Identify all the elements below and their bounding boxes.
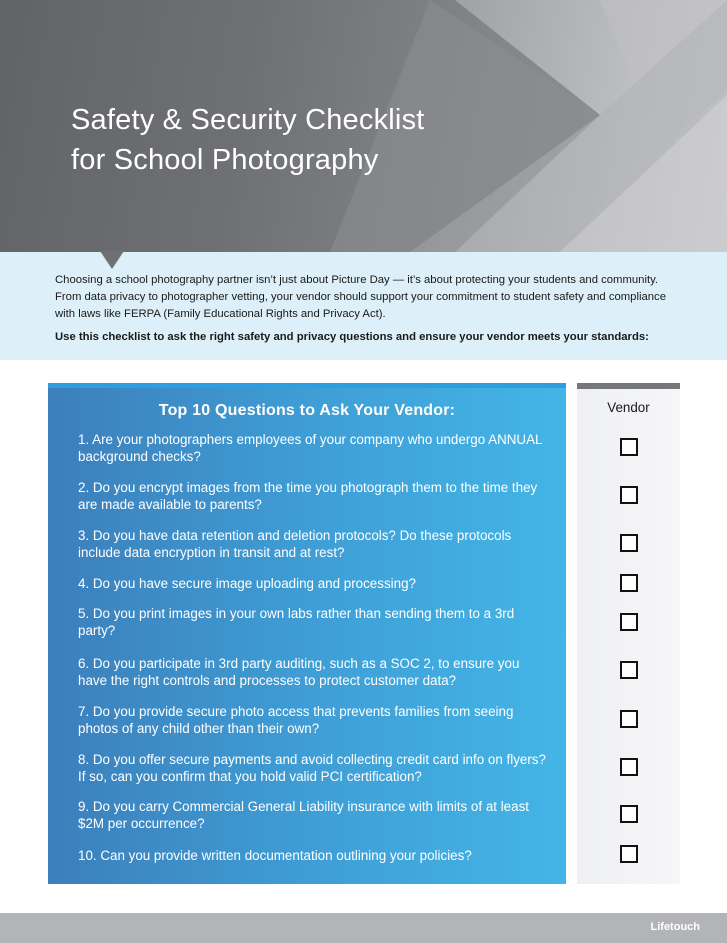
question-9: 9. Do you carry Commercial General Liability insurance with limits of at least $2M per occurrence?	[78, 799, 529, 831]
vendor-checkbox-2[interactable]	[620, 486, 638, 504]
question-3: 3. Do you have data retention and deletion protocols? Do these protocols include data encryption in transit and at rest?	[78, 528, 512, 560]
vendor-checkbox-8[interactable]	[620, 758, 638, 776]
vendor-checkbox-9[interactable]	[620, 805, 638, 823]
footer-bar	[0, 913, 727, 943]
header-pointer-notch	[100, 251, 124, 269]
question-1: 1. Are your photographers employees of your company who undergo ANNUAL background checks?	[78, 432, 542, 464]
vendor-checkbox-10[interactable]	[620, 845, 638, 863]
questions-panel	[48, 383, 566, 884]
question-6: 6. Do you participate in 3rd party auditing, such as a SOC 2, to ensure you have the right controls and processes to protect customer data?	[78, 656, 520, 688]
vendor-header: Vendor	[607, 400, 650, 415]
vendor-checkbox-7[interactable]	[620, 710, 638, 728]
lifetouch-logo: Lifetouch	[650, 921, 700, 933]
header-banner	[0, 0, 727, 252]
vendor-checkbox-5[interactable]	[620, 613, 638, 631]
question-2: 2. Do you encrypt images from the time you photograph them to the time they are made available to parents?	[78, 480, 538, 512]
question-10: 10. Can you provide written documentation outlining your policies?	[78, 848, 472, 863]
vendor-checkbox-4[interactable]	[620, 574, 638, 592]
question-7: 7. Do you provide secure photo access that prevents families from seeing photos of any child other than their own?	[78, 704, 514, 736]
intro-instruction: Use this checklist to ask the right safety and privacy questions and ensure your vendor meets your standards:	[55, 331, 649, 343]
vendor-checkbox-1[interactable]	[620, 438, 638, 456]
vendor-column	[577, 383, 680, 884]
page-title	[71, 100, 425, 180]
intro-paragraph: Choosing a school photography partner isn’t just about Picture Day — it’s about protecting your students and community. From data privacy to photographer vetting, your vendor should support your commitment to student safety and compliance with laws like FERPA (Family Educational Rights and Privacy Act).	[55, 274, 666, 320]
question-4: 4. Do you have secure image uploading and processing?	[78, 576, 416, 591]
vendor-checkbox-6[interactable]	[620, 661, 638, 679]
title-line-2: for School Photography	[71, 144, 379, 176]
question-8: 8. Do you offer secure payments and avoid collecting credit card info on flyers? If so, can you confirm that you hold valid PCI certification?	[78, 752, 546, 784]
questions-title: Top 10 Questions to Ask Your Vendor:	[158, 402, 456, 419]
question-5: 5. Do you print images in your own labs rather than sending them to a 3rd party?	[78, 606, 515, 638]
title-line-1: Safety & Security Checklist	[71, 104, 425, 136]
vendor-checkbox-3[interactable]	[620, 534, 638, 552]
